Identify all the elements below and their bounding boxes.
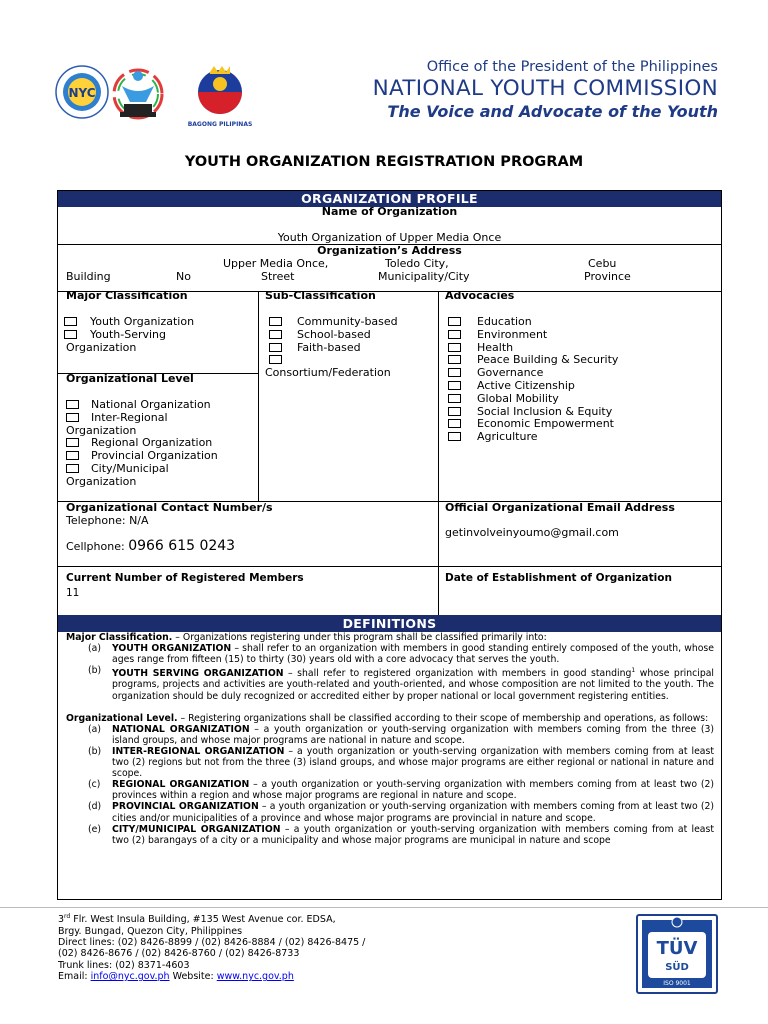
column-divider	[258, 291, 259, 501]
footer-text: rd	[64, 913, 71, 920]
cellphone-value[interactable]: 0966 615 0243	[128, 538, 236, 554]
sub-classification-options	[263, 316, 398, 380]
footer-email-website	[58, 971, 365, 982]
option-label: School-based	[297, 327, 371, 341]
office-line: Office of the President of the Philippines	[426, 59, 718, 75]
column-divider	[438, 501, 439, 615]
def-text: – a youth organization or youth-serving organization with members coming from at least two (2) regions but not from the three (3) island groups, and whose major programs are either regional or national in nature and scope.	[112, 745, 714, 780]
def-regional-organization	[66, 779, 714, 801]
advocacy-label: Education	[477, 315, 532, 328]
org-name-label: Name of Organization	[321, 205, 458, 218]
def-label: (c)	[88, 779, 101, 791]
def-term: PROVINCIAL ORGANIZATION	[112, 801, 259, 813]
advocacy-checkbox[interactable]	[448, 407, 461, 416]
def-text: – a youth organization or youth-serving organization with members coming from at least two (2) cities and/or municipalities of a province and whose major programs are provincial in nature and scope.	[112, 801, 714, 824]
telephone-value[interactable]: Telephone: N/A	[66, 514, 149, 527]
def-label: (e)	[88, 823, 101, 835]
advocacy-checkbox[interactable]	[448, 432, 461, 441]
definitions-band: DEFINITIONS	[58, 615, 721, 632]
major-classification-intro	[66, 632, 714, 643]
agency-tagline: The Voice and Advocate of the Youth	[387, 102, 718, 121]
def-heading: Organizational Level.	[66, 712, 178, 724]
sub-classification-title: Sub-Classification	[265, 289, 376, 302]
def-youth-organization	[66, 643, 714, 665]
def-text: whose principal programs, projects and activities are youth-related and youth-oriented, and whose composition are not limited to the youth. The organization should be duly recognized or accredited either by proper national or local government registering entities.	[112, 668, 715, 702]
nyc-seal-logo	[56, 66, 108, 118]
def-label: (a)	[88, 643, 101, 655]
address-street-label: Street	[261, 270, 295, 283]
option-label: Faith-based	[297, 340, 361, 354]
address-municipality-label: Municipality/City	[378, 270, 470, 283]
advocacy-label: Global Mobility	[477, 391, 559, 405]
org-level-title: Organizational Level	[66, 372, 194, 385]
footer-direct-lines-2: (02) 8426-8676 / (02) 8426-8760 / (02) 8426-8733	[58, 948, 300, 960]
address-no-label: No	[176, 270, 191, 283]
option-label: Consortium/Federation	[265, 366, 391, 380]
definitions-text	[66, 632, 714, 846]
def-term: NATIONAL ORGANIZATION	[112, 723, 250, 735]
option-label-cont: Organization	[66, 474, 137, 488]
option-label: Youth-Serving	[90, 327, 167, 341]
regional-org-checkbox[interactable]	[66, 438, 79, 447]
advocacy-checkbox[interactable]	[448, 330, 461, 339]
footer-address-line2: Brgy. Bungad, Quezon City, Philippines	[58, 925, 243, 937]
advocacy-label: Economic Empowerment	[477, 417, 614, 431]
program-title: YOUTH ORGANIZATION REGISTRATION PROGRAM	[184, 154, 584, 170]
option-label: Regional Organization	[91, 436, 213, 450]
svg-text:SÜD: SÜD	[665, 962, 689, 973]
def-heading: Major Classification.	[66, 632, 173, 643]
establishment-date-title: Date of Establishment of Organization	[445, 572, 672, 584]
advocacy-checkbox[interactable]	[448, 317, 461, 326]
major-classification-title: Major Classification	[66, 289, 188, 302]
def-city-municipal-organization	[66, 824, 714, 846]
city-municipal-checkbox[interactable]	[66, 464, 79, 473]
def-inter-regional-organization	[66, 746, 714, 779]
def-label: (d)	[88, 801, 102, 813]
def-term: YOUTH SERVING ORGANIZATION	[112, 668, 284, 680]
def-national-organization	[66, 724, 714, 746]
school-based-checkbox[interactable]	[269, 330, 282, 339]
bagong-pilipinas-logo	[188, 66, 253, 128]
org-level-options	[58, 399, 218, 489]
advocacy-checkbox[interactable]	[448, 355, 461, 364]
footer-text: 3	[58, 914, 65, 926]
svg-text:ISO 9001: ISO 9001	[663, 980, 691, 987]
def-text: – a youth organization or youth-serving organization with members coming from at least two (2) provinces within a region and whose major programs are regional in nature and scope.	[112, 779, 714, 802]
advocacy-label: Agriculture	[477, 430, 538, 444]
address-building-label: Building	[66, 270, 111, 283]
advocacy-checkbox[interactable]	[448, 394, 461, 403]
inter-regional-checkbox[interactable]	[66, 413, 79, 422]
def-text: – Registering organizations shall be classified according to their scope of membership and operations, as follows:	[177, 712, 709, 724]
option-label: City/Municipal	[91, 461, 169, 475]
option-label: Provincial Organization	[91, 449, 218, 463]
def-term: REGIONAL ORGANIZATION	[112, 779, 250, 791]
advocacy-checkbox[interactable]	[448, 381, 461, 390]
email-link[interactable]: info@nyc.gov.ph	[90, 971, 170, 983]
tuv-logo	[636, 914, 718, 994]
consortium-checkbox[interactable]	[269, 355, 282, 364]
registration-form	[57, 190, 722, 900]
divider	[58, 566, 721, 567]
national-org-checkbox[interactable]	[66, 400, 79, 409]
contact-number-title: Organizational Contact Number/s	[66, 501, 273, 514]
def-term: CITY/MUNICIPAL ORGANIZATION	[112, 823, 281, 835]
svg-text:BAGONG PILIPINAS: BAGONG PILIPINAS	[187, 121, 253, 128]
advocacy-label: Governance	[477, 366, 544, 380]
address-province-value[interactable]: Cebu	[588, 257, 617, 270]
provincial-org-checkbox[interactable]	[66, 451, 79, 460]
website-link[interactable]: www.nyc.gov.ph	[216, 971, 294, 983]
def-youth-serving-organization	[66, 665, 714, 701]
youth-emblem-logo	[114, 70, 162, 118]
logos-graphic	[54, 62, 269, 128]
def-text: – shall refer to registered organization with members in good standing	[283, 668, 632, 680]
address-province-label: Province	[584, 270, 631, 283]
footnote-marker: 1	[631, 667, 636, 675]
option-label: Inter-Regional	[91, 410, 168, 424]
cellphone-row	[66, 540, 235, 554]
faith-based-checkbox[interactable]	[269, 343, 282, 352]
svg-text:NYC: NYC	[68, 86, 96, 100]
option-label: National Organization	[91, 398, 211, 411]
advocacies-title: Advocacies	[445, 289, 515, 302]
agency-name: NATIONAL YOUTH COMMISSION	[372, 76, 718, 101]
option-label-cont: Organization	[66, 340, 137, 354]
svg-text:TÜV: TÜV	[656, 938, 698, 959]
option-label-cont: Organization	[66, 423, 137, 437]
address-building-value[interactable]: Upper Media Once,	[223, 257, 329, 270]
organization-profile-band: ORGANIZATION PROFILE	[58, 191, 721, 207]
def-text: – Organizations registering under this program shall be classified primarily into:	[172, 632, 547, 643]
footer-text: Website:	[169, 971, 217, 983]
org-level-intro	[66, 713, 714, 724]
community-based-checkbox[interactable]	[269, 317, 282, 326]
advocacy-label: Health	[477, 340, 514, 354]
org-name-value[interactable]: Youth Organization of Upper Media Once	[277, 231, 502, 244]
email-title: Official Organizational Email Address	[445, 501, 675, 514]
def-term: YOUTH ORGANIZATION	[112, 643, 232, 655]
youth-org-checkbox[interactable]	[64, 317, 77, 326]
footer-direct-lines-1: Direct lines: (02) 8426-8899 / (02) 8426-8884 / (02) 8426-8475 /	[58, 936, 366, 948]
advocacy-label: Peace Building & Security	[477, 353, 619, 367]
advocacies-options	[442, 316, 618, 444]
footer-contact	[58, 911, 365, 983]
advocacy-label: Active Citizenship	[477, 378, 575, 392]
cellphone-label: Cellphone:	[66, 540, 125, 553]
def-label: (b)	[88, 665, 102, 677]
footer-address-line1	[58, 911, 365, 926]
advocacy-checkbox[interactable]	[448, 419, 461, 428]
option-label: Youth Organization	[90, 315, 195, 328]
advocacy-checkbox[interactable]	[448, 343, 461, 352]
def-text: – a youth organization or youth-serving organization with members coming from the three (3) island groups, and whose major programs are national in nature and scope.	[112, 723, 715, 746]
footer-text: Flr. West Insula Building, #135 West Avenue cor. EDSA,	[70, 914, 336, 926]
youth-serving-checkbox[interactable]	[64, 330, 77, 339]
members-title: Current Number of Registered Members	[66, 572, 304, 584]
email-value[interactable]: getinvolveinyoumo@gmail.com	[445, 526, 619, 539]
footer-trunk-lines: Trunk lines: (02) 8371-4603	[58, 959, 190, 971]
org-address-label: Organization’s Address	[317, 244, 462, 257]
address-city-value[interactable]: Toledo City,	[385, 257, 449, 270]
def-label: (b)	[88, 745, 102, 757]
footer-text: Email:	[58, 971, 91, 983]
option-label: Community-based	[297, 315, 398, 328]
def-provincial-organization	[66, 801, 714, 823]
advocacy-checkbox[interactable]	[448, 368, 461, 377]
def-text: – a youth organization or youth-serving organization with members coming from at least two (2) barangays of a city or a municipality and whose major programs are municipal in nature and scope	[112, 823, 714, 846]
column-divider	[438, 291, 439, 501]
def-term: INTER-REGIONAL ORGANIZATION	[112, 745, 285, 757]
advocacy-label: Social Inclusion & Equity	[477, 404, 613, 418]
tuv-certification-badge	[636, 914, 718, 994]
major-classification-options	[58, 316, 194, 354]
footer-divider	[0, 907, 768, 908]
advocacy-label: Environment	[477, 327, 548, 341]
members-value[interactable]: 11	[66, 587, 80, 599]
def-label: (a)	[88, 723, 101, 735]
header-text	[373, 58, 718, 122]
header-logos	[54, 62, 269, 128]
def-text: – shall refer to an organization with members in good standing entirely composed of the youth, whose ages range from fifteen (15) to thirty (30) years old with a core advocacy that serves the youth.	[112, 643, 715, 666]
